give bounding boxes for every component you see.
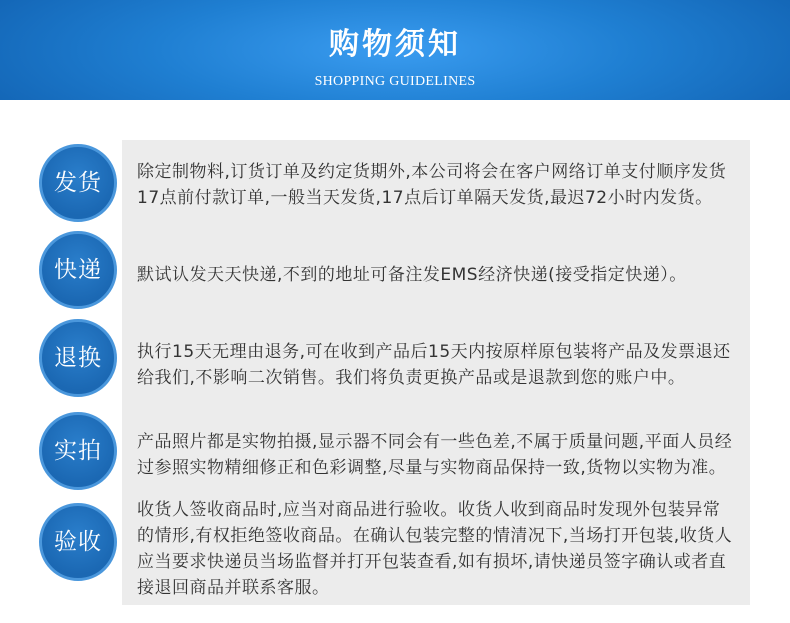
section-text-real-photos: [137, 429, 747, 481]
badge-courier: 快递: [39, 231, 117, 309]
section-text-inspection: [137, 497, 747, 601]
badge-returns: 退换: [39, 319, 117, 397]
text-line: 17点前付款订单,一般当天发货,17点后订单隔天发货,最迟72小时内发货。: [137, 188, 713, 208]
header-banner: [0, 0, 790, 100]
section-text-returns: [137, 339, 747, 391]
text-line: 除定制物料,订货订单及约定货期外,本公司将会在客户网络订单支付顺序发货: [137, 162, 727, 182]
text-line: 给我们,不影响二次销售。我们将负责更换产品或是退款到您的账户中。: [137, 368, 686, 388]
page-subtitle: SHOPPING GUIDELINES: [314, 74, 476, 89]
text-line: 执行15天无理由退务,可在收到产品后15天内按原样原包装将产品及发票退还: [137, 342, 731, 362]
badge-real-photos: 实拍: [39, 412, 117, 490]
text-line: 过参照实物精细修正和色彩调整,尽量与实物商品保持一致,货物以实物为准。: [137, 458, 727, 478]
page-title: 购物须知: [329, 27, 461, 62]
section-text-shipping: [137, 159, 747, 211]
text-line: 接退回商品并联系客服。: [137, 578, 330, 598]
text-line: 的情形,有权拒绝签收商品。在确认包装完整的情清况下,当场打开包装,收货人: [137, 526, 733, 546]
text-line: 产品照片都是实物拍摄,显示器不同会有一些色差,不属于质量问题,平面人员经: [137, 432, 733, 452]
badge-shipping: 发货: [39, 144, 117, 222]
text-line: 默试认发天天快递,不到的地址可备注发EMS经济快递(接受指定快递）。: [137, 265, 687, 285]
section-text-courier: [137, 262, 747, 288]
badge-inspection: 验收: [39, 503, 117, 581]
text-line: 收货人签收商品时,应当对商品进行验收。收货人收到商品时发现外包装异常: [137, 500, 721, 520]
text-line: 应当要求快递员当场监督并打开包装查看,如有损坏,请快递员签字确认或者直: [137, 552, 727, 572]
